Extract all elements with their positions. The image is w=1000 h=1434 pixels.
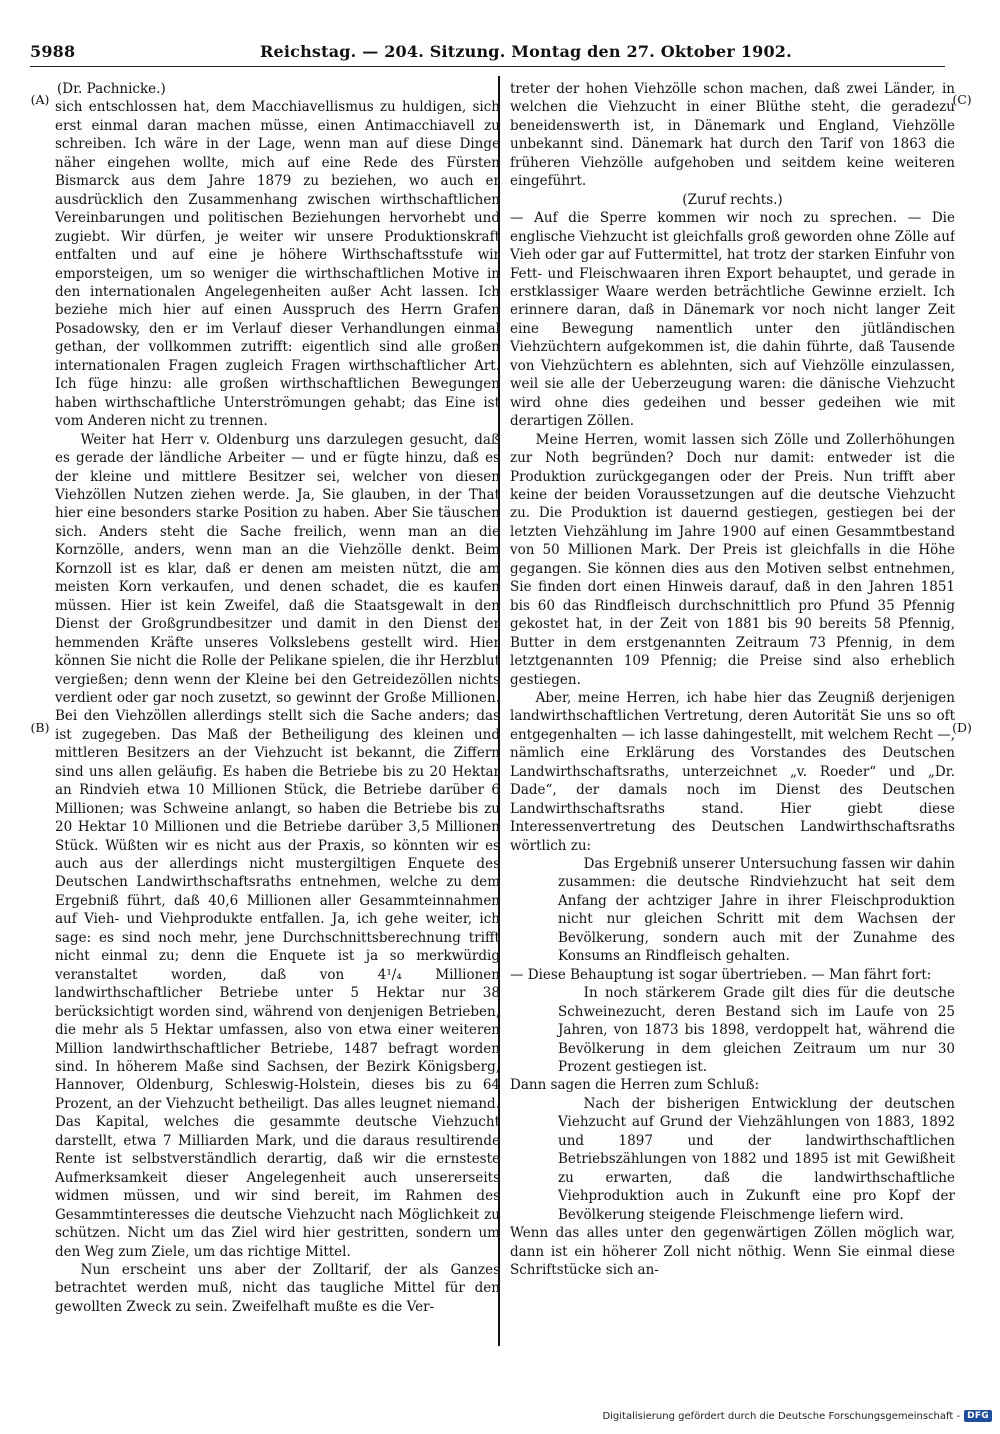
block-quote: In noch stärkerem Grade gilt dies für die deutsche Schweinezucht, deren Bestand sich im Laufe von 25 Jahren, von 1873 bis 1898, verdoppelt hat, während die Bevölkerung in dem gleichen Zeitraum um nur 30 Prozent gestiegen ist. [558, 985, 955, 1076]
paragraph: treter der hohen Viehzölle schon machen, daß zwei Länder, in welchen die Viehzucht in einer Blüthe steht, die geradezu beneidenswerth ist, in Dänemark und England, Viehzölle unbekannt sind. Dänemark hat durch den Tarif von 1863 die früheren Viehzölle aufgehoben und seitdem keine weiteren eingeführt. [510, 81, 955, 190]
paragraph: Nun erscheint uns aber der Zolltarif, der als Ganzes betrachtet werden muß, nicht das taugliche Mittel für den gewollten Zweck zu sein. Zweifelhaft mußte es die Ver- [55, 1262, 500, 1315]
paragraph: sich entschlossen hat, dem Macchiavellismus zu huldigen, sich erst einmal daran machen müsse, einen Antimacchiavell zu schreiben. Ich wäre in der Lage, wenn man auf diese Dinge näher eingehen wollte, mich auf eine Rede des Fürsten Bismarck aus dem Jahre 1879 zu beziehen, wo auch er ausdrücklich den Zusammenhang zwischen wirthschaftlichen Vereinbarungen und politischen Beziehungen hervorhebt und zugiebt. Wir dürfen, je weiter wir unsere Produktionskraft entfalten und auf eine je höhere Wirthschaftsstufe wir emporsteigen, um so weniger die wirthschaftlichen Motive in den internationalen Angelegenheiten außer Acht lassen. Ich beziehe mich hier auf einen Ausspruch des Herrn Grafen Posadowsky, den er im Verlauf dieser Verhandlungen einmal gethan, der vollkommen zutrifft: eigentlich sind alle großen internationalen Fragen zugleich Fragen wirthschaftlicher Art. Ich füge hinzu: alle großen wirthschaftlichen Bewegungen haben wirthschaftliche Unterströmungen gehabt; das Eine ist vom Anderen nicht zu trennen. [55, 99, 500, 430]
page-number: 5988 [30, 42, 76, 61]
credit-text: Digitalisierung gefördert durch die Deutsche Forschungsgemeinschaft - [602, 1410, 961, 1422]
paragraph: Aber, meine Herren, ich habe hier das Zeugniß derjenigen landwirthschaftlichen Vertretung, deren Autorität Sie uns so oft entgegenhalten — ich lasse dahingestellt, mit welchem Recht —, nämlich eine Erklärung des Vorstandes des Deutschen Landwirthschaftsraths, unterzeichnet „v. Roeder“ und „Dr. Dade“, der damals noch im Dienst des Deutschen Landwirthschaftsraths stand. Hier giebt diese Interessenvertretung des Deutschen Landwirthschaftsraths wörtlich zu: [510, 689, 955, 854]
header-rule [30, 66, 945, 67]
margin-mark-a: (A) [30, 92, 50, 107]
page-header [30, 42, 945, 66]
margin-mark-b: (B) [30, 720, 50, 735]
paragraph: Meine Herren, womit lassen sich Zölle und Zollerhöhungen zur Noth begründen? Doch nur damit: entweder ist die Produktion zurückgegangen oder der Preis. Nun trifft aber keine der beiden Voraussetzungen auf die deutsche Viehzucht zu. Die Produktion ist dauernd gestiegen, gestiegen bei der letzten Viehzählung im Jahre 1900 auf einen Gesammtbestand von 50 Millionen Mark. Der Preis ist gleichfalls in die Höhe gegangen. Sie können dies aus den Motiven selbst entnehmen, Sie finden dort einen Hinweis darauf, daß in den Jahren 1851 bis 60 das Rindfleisch durchschnittlich pro Pfund 35 Pfennig gekostet hat, in der Zeit von 1881 bis 90 bereits 58 Pfennig, Butter in dem erstgenannten Zeitraum 73 Pfennig, in dem letztgenannten 109 Pfennig; die Preise sind also erheblich gestiegen. [510, 431, 955, 688]
interjection: (Zuruf rechts.) [682, 191, 783, 208]
right-column [510, 80, 955, 1342]
page-title: Reichstag. — 204. Sitzung. Montag den 27. Oktober 1902. [260, 42, 792, 61]
paragraph: Wenn das alles unter den gegenwärtigen Zöllen möglich war, dann ist ein höherer Zoll nicht nöthig. Wenn Sie einmal diese Schriftstücke sich an- [510, 1225, 955, 1278]
margin-mark-c: (C) [952, 92, 972, 107]
left-column [55, 80, 500, 1342]
column-divider [498, 76, 500, 1346]
speaker-label: (Dr. Pachnicke.) [57, 81, 166, 97]
paragraph: — Auf die Sperre kommen wir noch zu sprechen. — Die englische Viehzucht ist gleichfalls groß geworden ohne Zölle auf Vieh oder gar auf Futtermittel, hat trotz der starken Einfuhr von Fett- und Fleischwaaren ihren Export behauptet, und gerade in erstklassiger Waare werden beträchtliche Gewinne erzielt. Ich erinnere daran, daß in Dänemark vor noch nicht langer Zeit eine Bewegung namentlich unter den jütländischen Viehzüchtern aufgekommen ist, die dahin führte, daß Tausende von Viehzüchtern es ablehnten, sich auf Viehzölle einzulassen, weil sie alle der Ueberzeugung waren: die dänische Viehzucht wird ohne dies gedeihen und besser gedeihen wie mit derartigen Zöllen. [510, 210, 955, 430]
paragraph: Dann sagen die Herren zum Schluß: [510, 1077, 760, 1094]
block-quote: Das Ergebniß unserer Untersuchung fassen wir dahin zusammen: die deutsche Rindviehzucht hat seit dem Anfang der achtziger Jahre in ihrer Fleischproduktion nicht nur gleichen Schritt mit dem Wachsen der Bevölkerung, sondern auch mit der Zunahme des Konsums an Rindfleisch gehalten. [558, 856, 955, 965]
digitization-credit [602, 1410, 992, 1422]
dfg-logo: DFG [964, 1410, 992, 1422]
margin-mark-d: (D) [952, 720, 972, 735]
paragraph: Weiter hat Herr v. Oldenburg uns darzulegen gesucht, daß es gerade der ländliche Arbeiter — und er fügte hinzu, daß es der kleine und mittlere Besitzer sei, welcher von diesen Viehzöllen Nutzen ziehen werde. Ja, Sie glauben, in der That hier eine besonders starke Position zu haben. Aber Sie täuschen sich. Anders steht die Sache freilich, wenn man an die Kornzölle, anders, wenn man an die Viehzölle denkt. Beim Kornzoll ist es klar, daß er denen am meisten nützt, die am meisten Korn verkaufen, und denen schadet, die es kaufen müssen. Hier ist kein Zweifel, daß die Staatsgewalt in den Dienst der Großgrundbesitzer und damit in den Dienst der hemmenden Kräfte unseres Volkslebens gestellt wird. Hier können Sie nicht die Rolle der Pelikane spielen, die ihr Herzblut vergießen; denn wenn der Kleine bei den Getreidezöllen nichts verdient oder gar noch zusetzt, so gewinnt der Große Millionen. Bei den Viehzöllen allerdings stellt sich die Sache anders; das ist zugegeben. Das Maß der Betheiligung des kleinen und mittleren Besitzers an der Viehzucht ist bekannt, die Ziffern sind uns allen geläufig. Es haben die Betriebe bis zu 20 Hektar an Rindvieh etwa 10 Millionen Stück, die Betriebe darüber 6 Millionen; was Schweine anlangt, so haben die Betriebe bis zu 20 Hektar 10 Millionen und die Betriebe darüber 3,5 Millionen Stück. Wüßten wir es nicht aus der Praxis, so könnten wir es auch aus der allerdings nicht mustergiltigen Enquete des Deutschen Landwirthschaftsraths entnehmen, welche zu dem Ergebniß führt, daß 40,6 Millionen aller Gesammteinnahmen auf Vieh- und Viehprodukte entfallen. Ja, ich gehe weiter, ich sage: es sind noch mehr, jene Durchschnittsberechnung trifft nicht einmal zu; denn die Enquete ist ja so merkwürdig veranstaltet worden, daß von 4¹/₄ Millionen landwirthschaftlicher Betriebe unter 5 Hektar nur 38 berücksichtigt worden sind, während von denjenigen Betrieben, die mehr als 5 Hektar umfassen, also von etwa einer weiteren Million landwirthschaftlicher Betriebe, 1487 befragt worden sind. In höherem Maße sind Sachsen, der Bezirk Königsberg, Hannover, Oldenburg, Schleswig-Holstein, dieses bis zu 64 Prozent, an der Viehzucht betheiligt. Das alles leugnet niemand. Das Kapital, welches die gesammte deutsche Viehzucht darstellt, etwa 7 Milliarden Mark, und die daraus resultirende Rente ist selbstverständlich derartig, daß wir die ernsteste Aufmerksamkeit dieser Angelegenheit auch unsererseits widmen müssen, und wir sind bereit, im Rahmen des Gesammtinteresses die deutsche Viehzucht nach Möglichkeit zu schützen. Nicht um das Ziel wird hier gestritten, sondern um den Weg zum Ziele, um das richtige Mittel. [55, 431, 500, 1260]
block-quote: Nach der bisherigen Entwicklung der deutschen Viehzucht auf Grund der Viehzählungen von 1883, 1892 und 1897 und der landwirthschaftlichen Betriebszählungen von 1882 und 1895 ist mit Gewißheit zu erwarten, daß die landwirthschaftliche Viehproduktion auch in Zukunft eine pro Kopf der Bevölkerung steigende Fleischmenge liefern wird. [558, 1095, 955, 1223]
paragraph: — Diese Behauptung ist sogar übertrieben. — Man fährt fort: [510, 966, 932, 983]
